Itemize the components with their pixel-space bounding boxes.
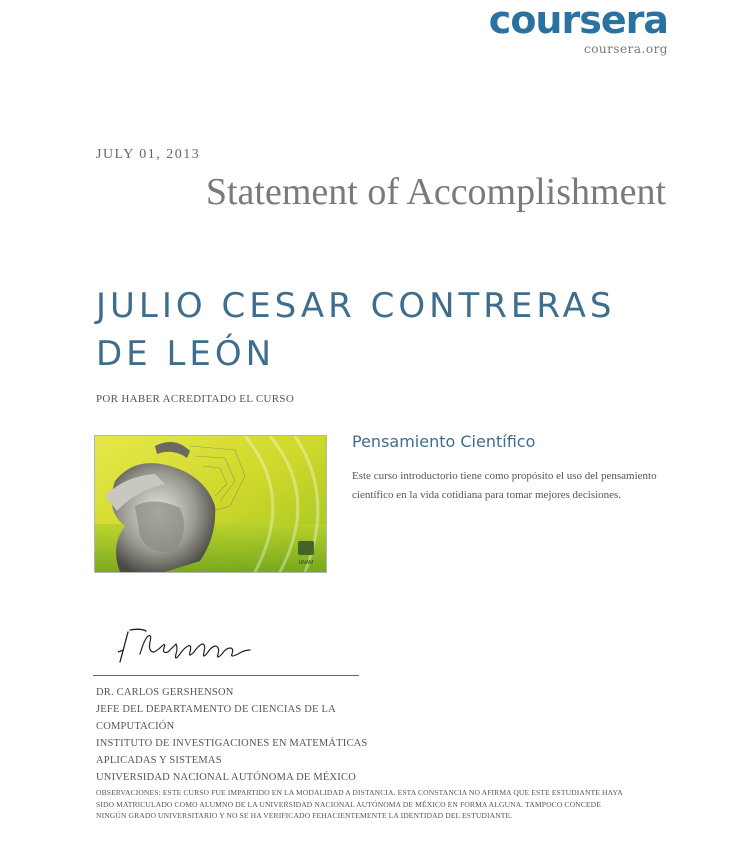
observations-line: OBSERVACIONES: ESTE CURSO FUE IMPARTIDO EN LA MODALIDAD A DISTANCIA. ESTA CONSTANCIA NO AFIRMA QUE ESTE ESTUDIANTE HAYA — [96, 788, 623, 797]
accredited-label: POR HABER ACREDITADO EL CURSO — [96, 393, 295, 405]
certificate-date: JULY 01, 2013 — [96, 147, 201, 162]
signer-institute-line: INSTITUTO DE INVESTIGACIONES EN MATEMÁTICAS — [96, 738, 368, 749]
signer-details — [96, 684, 367, 786]
certificate-title: Statement of Accomplishment — [205, 171, 666, 213]
coursera-wordmark: coursera — [488, 0, 668, 42]
signature — [110, 622, 270, 677]
course-image — [94, 435, 327, 573]
signer-title-line: JEFE DEL DEPARTAMENTO DE CIENCIAS DE LA — [96, 704, 336, 715]
observations-line: NINGÚN GRADO UNIVERSITARIO Y NO SE HA VERIFICADO FEHACIENTEMENTE LA IDENTIDAD DEL ESTUDIANTE. — [96, 811, 513, 820]
coursera-logo — [438, 0, 668, 56]
observations-text — [96, 787, 656, 822]
signer-institute-line: APLICADAS Y SISTEMAS — [96, 755, 222, 766]
unam-badge-text: UNAM — [298, 560, 314, 566]
coursera-url: coursera.org — [583, 42, 668, 56]
signer-title-line: COMPUTACIÓN — [96, 721, 175, 732]
signature-drawing — [110, 622, 270, 672]
signer-name: DR. CARLOS GERSHENSON — [96, 687, 234, 698]
recipient-name — [96, 282, 676, 378]
signature-line — [93, 675, 359, 676]
recipient-name-line2: DE LEÓN — [96, 334, 276, 374]
course-description: Este curso introductorio tiene como propósito el uso del pensamiento científico en la vida cotidiana para tomar mejores decisiones. — [352, 470, 657, 501]
observations-line: SIDO MATRICULADO COMO ALUMNO DE LA UNIVERSIDAD NACIONAL AUTÓNOMA DE MÉXICO EN FORMA ALGUNA. TAMPOCO CONCEDE — [96, 799, 601, 809]
course-illustration — [95, 436, 326, 572]
course-name: Pensamiento Científico — [352, 432, 536, 451]
recipient-name-line1: JULIO CESAR CONTRERAS — [96, 286, 616, 326]
signer-university-line: UNIVERSIDAD NACIONAL AUTÓNOMA DE MÉXICO — [96, 772, 356, 783]
